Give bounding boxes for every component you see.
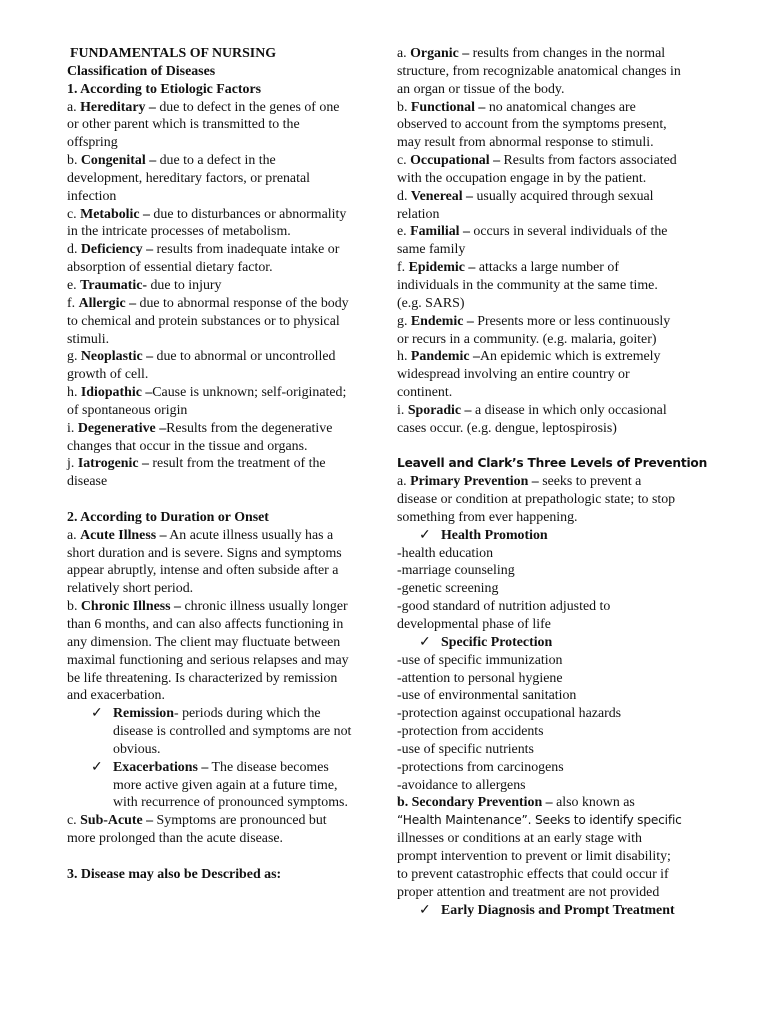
item-neoplastic: g. Neoplastic – due to abnormal or uncontrolled growth of cell. (67, 349, 336, 383)
section-heading-1: 1. According to Etiologic Factors (67, 81, 262, 97)
item-exacerbations: ✓ Exacerbations – The disease becomes more active given again at a future time, with recurrence of pronounced symptoms. (91, 759, 348, 811)
list-item: -marriage counseling (397, 563, 515, 579)
item-pandemic: h. Pandemic –An epidemic which is extremely widespread involving an entire country or continent. (397, 349, 661, 401)
check-icon: ✓ (419, 527, 431, 543)
left-column (67, 45, 379, 884)
item-sporadic: i. Sporadic – a disease in which only occasional cases occur. (e.g. dengue, leptospirosis) (397, 402, 667, 436)
item-allergic: f. Allergic – due to abnormal response of the body to chemical and protein substances or to physical stimuli. (67, 295, 349, 347)
list-item: -good standard of nutrition adjusted to (397, 599, 611, 615)
specific-protection-heading: ✓ Specific Protection (419, 634, 553, 650)
item-acute-illness: a. Acute Illness – An acute illness usually has a short duration and is severe. Signs and symptoms appear abruptly, intense and often subside after a relatively short period. (67, 527, 342, 597)
item-familial: e. Familial – occurs in several individuals of the same family (397, 224, 668, 258)
item-deficiency: d. Deficiency – results from inadequate intake or absorption of essential dietary factor. (67, 242, 340, 276)
list-item: -avoidance to allergens (397, 777, 526, 793)
early-diagnosis-heading: ✓ Early Diagnosis and Prompt Treatment (419, 902, 675, 918)
check-icon: ✓ (419, 902, 431, 918)
item-iatrogenic: j. Iatrogenic – result from the treatment of the disease (67, 456, 326, 490)
health-promotion-heading: ✓ Health Promotion (419, 527, 548, 543)
item-metabolic: c. Metabolic – due to disturbances or abnormality in the intricate processes of metabolism. (67, 206, 347, 240)
right-column (397, 45, 717, 919)
item-remission: ✓ Remission- periods during which the disease is controlled and symptoms are not obvious. (91, 706, 352, 757)
item-sub-acute: c. Sub-Acute – Symptoms are pronounced but more prolonged than the acute disease. (67, 813, 327, 847)
prevention-heading: Leavell and Clark’s Three Levels of Prevention (397, 456, 708, 471)
check-icon: ✓ (91, 759, 103, 775)
list-item: -attention to personal hygiene (397, 670, 563, 686)
item-primary-prevention: a. Primary Prevention – seeks to prevent a disease or condition at prepathologic state; to stop something from ever happening. (397, 474, 676, 525)
list-item: developmental phase of life (397, 617, 551, 632)
item-epidemic: f. Epidemic – attacks a large number of individuals in the community at the same time. (e.g. SARS) (397, 260, 658, 311)
list-item: -genetic screening (397, 581, 499, 597)
list-item: -use of environmental sanitation (397, 688, 577, 704)
item-traumatic: e. Traumatic- due to injury (67, 277, 222, 293)
item-degenerative: i. Degenerative –Results from the degenerative changes that occur in the tissue and organs. (67, 420, 333, 454)
item-organic: a. Organic – results from changes in the normal structure, from recognizable anatomical changes in an organ or tissue of the body. (397, 46, 681, 97)
item-chronic-illness: b. Chronic Illness – chronic illness usually longer than 6 months, and can also affects functioning in any dimension. The client may fluctuate between maximal functioning and serious relapses and may be life threatening. Is characterized by remission and exacerbation. (67, 599, 349, 704)
list-item: -use of specific immunization (397, 652, 563, 668)
section-heading-2: 2. According to Duration or Onset (67, 509, 269, 525)
check-icon: ✓ (419, 634, 431, 650)
item-congenital: b. Congenital – due to a defect in the development, hereditary factors, or prenatal infection (67, 153, 310, 204)
list-item: -use of specific nutrients (397, 741, 534, 757)
list-item: -health education (397, 545, 494, 561)
check-icon: ✓ (91, 706, 103, 722)
item-venereal: d. Venereal – usually acquired through sexual relation (397, 188, 654, 222)
list-item: -protection from accidents (397, 724, 544, 740)
item-occupational: c. Occupational – Results from factors associated with the occupation engage in by the patient. (397, 153, 677, 186)
item-functional: b. Functional – no anatomical changes are observed to account from the symptoms present, may result from abnormal response to stimuli. (397, 99, 667, 151)
item-secondary-prevention: b. Secondary Prevention – also known as “Health Maintenance”. Seeks to identify specific illnesses or conditions at an early stage with prompt intervention to prevent or limit disability; to prevent catastrophic effects that could occur if proper attention and treatment are not provided (397, 795, 682, 900)
section-subtitle: Classification of Diseases (67, 63, 216, 79)
section-heading-3: 3. Disease may also be Described as: (67, 866, 282, 882)
item-idiopathic: h. Idiopathic –Cause is unknown; self-originated; of spontaneous origin (67, 385, 347, 418)
health-promotion-list (397, 545, 717, 634)
document-title: FUNDAMENTALS OF NURSING (70, 46, 277, 61)
item-hereditary: a. Hereditary – due to defect in the genes of one or other parent which is transmitted to the offspring (67, 99, 340, 151)
list-item: -protections from carcinogens (397, 759, 564, 775)
specific-protection-list (397, 652, 717, 795)
list-item: -protection against occupational hazards (397, 706, 622, 722)
item-endemic: g. Endemic – Presents more or less continuously or recurs in a community. (e.g. malaria, goiter) (397, 313, 671, 347)
